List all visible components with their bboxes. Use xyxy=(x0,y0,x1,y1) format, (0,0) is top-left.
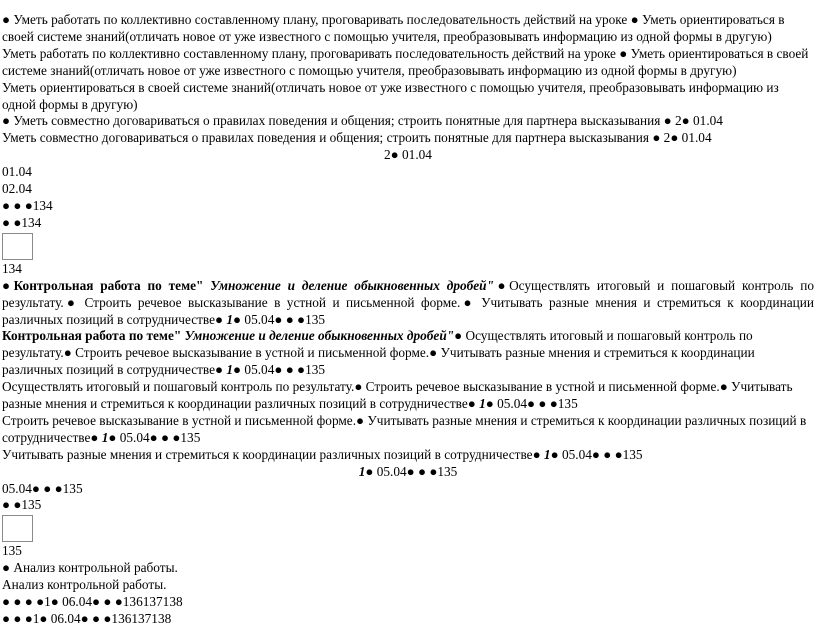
control-work-topic: Умножение и деление обыкновенных дробей"● xyxy=(203,277,510,293)
text-line: ● ●134 xyxy=(2,214,42,230)
paragraph-text: Строить речевое высказывание в устной и письменной форме.● Учитывать разные мнения и стремиться к координации различных позиций в сотрудничестве● xyxy=(2,412,807,445)
date-and-page: 05.04● ● ●135 xyxy=(558,446,643,462)
centered-line: 2● 01.04 xyxy=(384,147,432,163)
text-paragraph xyxy=(2,379,814,413)
text-line: ● Уметь работать по коллективно составленному плану, проговаривать последовательность действий на уроке ● Уметь ориентироваться в своей системе знаний(отличать новое от уже известного с помощью учителя, преобразовывать информацию из одной формы в другую) xyxy=(2,12,785,44)
paragraph-text: Осуществлять итоговый и пошаговый контроль по результату.● Строить речевое высказывание в устной и письменной форме.● Учитывать разные мнения и стремиться к координации различных позиций в сотрудничестве● xyxy=(2,379,793,412)
hours-count: 1● xyxy=(98,429,117,445)
date-and-page: 05.04● ● ●135 xyxy=(373,463,458,479)
text-line xyxy=(2,447,814,464)
control-work-paragraph xyxy=(2,328,814,379)
hours-count: 1● xyxy=(475,396,494,412)
empty-cell-box xyxy=(2,233,33,260)
date-and-page: 05.04● ● ●135 xyxy=(493,396,578,412)
date-line: 02.04 xyxy=(2,181,32,197)
control-work-paragraph xyxy=(2,278,814,329)
empty-cell-box xyxy=(2,515,33,542)
text-line: Уметь работать по коллективно составленному плану, проговаривать последовательность действий на уроке ● Уметь ориентироваться в своей системе знаний(отличать новое от уже известного с помощью учителя, преобразовывать информацию из одной формы в другую) xyxy=(2,45,809,78)
date-and-page: 05.04● ● ●135 xyxy=(241,311,326,327)
date-and-page: 05.04● ● ●135 xyxy=(241,362,326,378)
text-line: 05.04● ● ●135 xyxy=(2,480,83,496)
text-line: ● Уметь совместно договариваться о правилах поведения и общения; строить понятные для партнера высказывания ● 2● 01.04 xyxy=(2,113,723,129)
hours-count: 1● xyxy=(540,446,559,462)
date-and-page: 1● 06.04● ● ●136137138 xyxy=(44,594,183,610)
bullet-group: ● ● ● xyxy=(2,611,33,626)
date-and-page: 1● 06.04● ● ●136137138 xyxy=(32,611,172,626)
text-line: ● ●135 xyxy=(2,497,42,513)
centered-line xyxy=(2,464,814,481)
control-work-description: Осуществлять итоговый и пошаговый контроль по результату.● Строить речевое высказывание в устной и письменной форме.● Учитывать разные мнения и стремиться к координации различных позиций в сотрудничестве● xyxy=(2,277,814,327)
control-work-title: Контрольная работа по теме" xyxy=(2,328,182,344)
control-work-description: Осуществлять итоговый и пошаговый контроль по результату.● Строить речевое высказывание в устной и письменной форме.● Учитывать разные мнения и стремиться к координации различных позиций в сотрудничестве● xyxy=(2,328,755,378)
paragraph-text: Учитывать разные мнения и стремиться к координации различных позиций в сотрудничестве● xyxy=(2,446,541,462)
date-line: 01.04 xyxy=(2,164,32,180)
hours-count: 1● xyxy=(358,463,374,479)
date-and-page: 05.04● ● ●135 xyxy=(116,429,201,445)
text-paragraph xyxy=(2,413,814,447)
control-work-topic: Умножение и деление обыкновенных дробей"● xyxy=(181,328,463,344)
text-line: Уметь ориентироваться в своей системе знаний(отличать новое от уже известного с помощью учителя, преобразовывать информацию из одной формы в другую) xyxy=(2,79,779,112)
text-line: Уметь совместно договариваться о правилах поведения и общения; строить понятные для партнера высказывания ● 2● 01.04 xyxy=(2,130,712,146)
text-line xyxy=(2,594,814,611)
text-line xyxy=(2,611,814,628)
page-number-line: 135 xyxy=(2,543,22,559)
page-number-line: 134 xyxy=(2,260,22,276)
text-line: ● ● ●134 xyxy=(2,197,53,213)
hours-count: 1● xyxy=(223,311,242,327)
hours-count: 1● xyxy=(223,362,242,378)
text-line: Анализ контрольной работы. xyxy=(2,577,167,593)
bullet-marker: ● xyxy=(2,277,14,293)
control-work-title: Контрольная работа по теме" xyxy=(13,277,204,293)
text-line: ● Анализ контрольной работы. xyxy=(2,560,178,576)
bullet-group: ● ● ● ● xyxy=(2,594,45,610)
